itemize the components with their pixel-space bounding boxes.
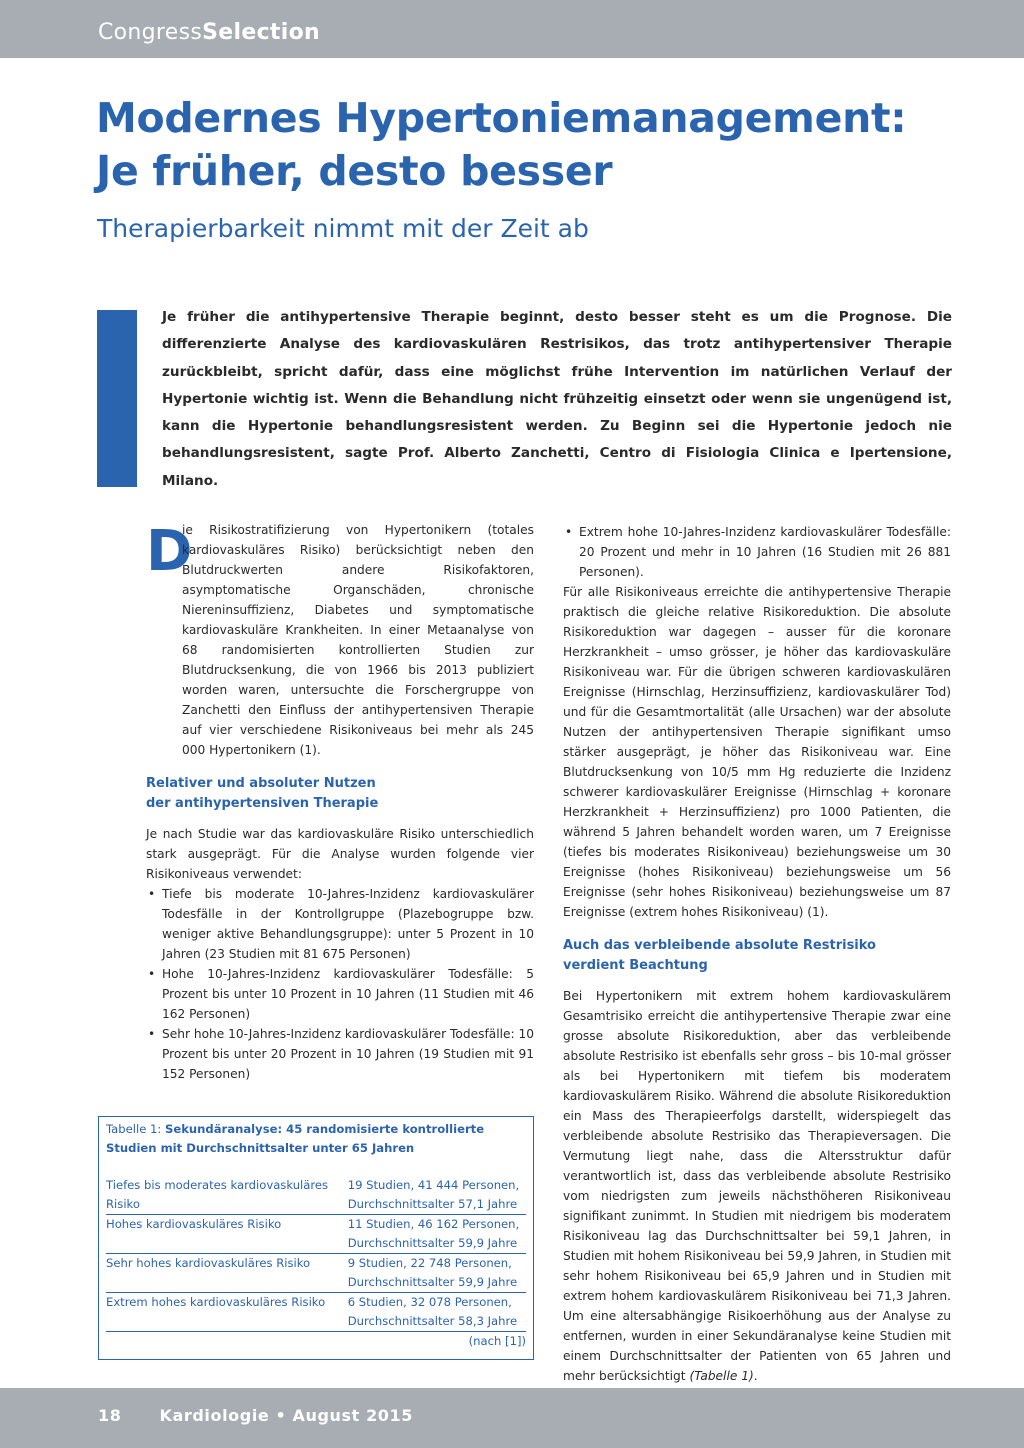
title-line-1: Modernes Hypertoniemanagement: [96, 94, 907, 142]
risk-levels-paragraph: Je nach Studie war das kardiovaskuläre Risiko unterschiedlich stark ausgeprägt. Für die Analyse wurden folgende vier Risikoniveaus verwendet: [146, 827, 534, 881]
list-item: • Tiefe bis moderate 10-Jahres-Inzidenz kardiovaskulärer Todesfälle in der Kontrollgruppe (Plazebogruppe bzw. weniger aktive Behandlungsgruppe): unter 5 Prozent in 10 Jahren (23 Studien mit 81 675 Personen) [146, 884, 534, 964]
residual-risk-text: Bei Hypertonikern mit extrem hohem kardiovaskulärem Gesamtrisiko erreicht die antihypertensive Therapie zwar eine grosse absolute Risikoreduktion, aber das verbleibende absolute Restrisiko ist ebenfalls sehr gross – bis 10-mal grösser als bei Hypertonikern mit tiefem bis moderatem kardiovaskulärem Risiko. Während die absolute Risikoreduktion ein Mass des Therapieerfolgs darstellt, widerspiegelt das verbleibende absolute Restrisiko das Therapieversagen. Die Vermutung liegt nahe, dass die Altersstruktur dafür verantwortlich ist, dass das verbleibende absolute Restrisiko vom niedrigsten zum jeweils nächsthöheren Risikoniveau signifikant zunimmt. In Studien mit niedrigem bis moderatem Risikoniveau lag das Durchschnittsalter bei 59,1 Jahren, in Studien mit hohem Risikoniveau bei 59,9 Jahren, in Studien mit sehr hohem Risikoniveau bei 65,9 Jahren und in Studien mit extrem hohem kardiovaskulärem Risikoniveau bei 71,3 Jahren. Um eine altersabhängige Risikoerhöhung aus der Analyse zu entfernen, wurden in einer Sekundäranalyse keine Studien mit einem Durchschnittsalter der Patienten von 65 Jahren und mehr berücksichtigt [563, 989, 951, 1383]
table-row [106, 1176, 526, 1215]
table-row [106, 1254, 526, 1293]
risk-level-list [146, 884, 534, 1084]
table-cell-label: Extrem hohes kardiovaskuläres Risiko [106, 1295, 326, 1309]
page-footer [98, 1406, 413, 1425]
table-cell-value: 6 Studien, 32 078 Personen, Durchschnittsalter 58,3 Jahre [347, 1295, 518, 1328]
dropcap: D [146, 519, 193, 584]
table-reference: (Tabelle 1) [689, 1369, 754, 1383]
list-item: • Sehr hohe 10-Jahres-Inzidenz kardiovaskulärer Todesfälle: 10 Prozent bis unter 20 Prozent in 10 Jahren (19 Studien mit 91 152 Personen) [146, 1024, 534, 1084]
intro-paragraph: ie Risikostratifizierung von Hypertonikern (totales kardiovaskuläres Risiko) berücksichtigt neben den Blutdruckwerten andere Risikofaktoren, asymptomatische Organschäden, chronische Niereninsuffizienz, Diabetes und symptomatische kardiovaskuläre Krankheiten. In einer Metaanalyse von 68 randomisierten kontrollierten Studien zur Blutdrucksenkung, die von 1966 bis 2013 publiziert worden waren, untersuchte die Forschergruppe von Zanchetti den Einfluss der antihypertensiven Therapie auf vier verschiedene Risikoniveaus bei mehr als 245 000 Hypertonikern (1). [182, 523, 534, 757]
residual-risk-paragraph: Bei Hypertonikern mit extrem hohem kardiovaskulärem Gesamtrisiko erreicht die antihypertensive Therapie zwar eine grosse absolute Risikoreduktion, aber das verbleibende absolute Restrisiko ist ebenfalls sehr gross – bis 10-mal grösser als bei Hypertonikern mit tiefem bis moderatem kardiovaskulärem Risiko. Während die absolute Risikoreduktion ein Mass des Therapieerfolgs darstellt, widerspiegelt das verbleibende absolute Restrisiko das Therapieversagen. Die Vermutung liegt nahe, dass die Altersstruktur dafür verantwortlich ist, dass das verbleibende absolute Restrisiko vom niedrigsten zum jeweils nächsthöheren Risikoniveau signifikant zunimmt. In Studien mit niedrigem bis moderatem Risikoniveau lag das Durchschnittsalter bei 59,1 Jahren, in Studien mit hohem Risikoniveau bei 59,9 Jahren, in Studien mit sehr hohem Risikoniveau bei 65,9 Jahren und in Studien mit extrem hohem kardiovaskulärem Risikoniveau bei 71,3 Jahren. Um eine altersabhängige Risikoerhöhung aus der Analyse zu entfernen, wurden in einer Sekundäranalyse keine Studien mit einem Durchschnittsalter der Patienten von 65 Jahren und mehr berücksichtigt (Tabelle 1). [563, 989, 951, 1383]
page-number: 18 [98, 1406, 122, 1425]
top-bar [0, 0, 1024, 58]
table-caption-prefix: Tabelle 1: [106, 1122, 165, 1136]
heading-2-line-1: Auch das verbleibende absolute Restrisiko [563, 938, 876, 953]
table-cell-value: 11 Studien, 46 162 Personen, Durchschnittsalter 59,9 Jahre [347, 1217, 520, 1250]
heading-1-line-2: der antihypertensiven Therapie [146, 796, 379, 811]
journal-issue: Kardiologie • August 2015 [159, 1406, 414, 1425]
table-cell-label: Tiefes bis moderates kardiovaskuläres Risiko [106, 1178, 329, 1211]
table-cell-label: Hohes kardiovaskuläres Risiko [106, 1217, 282, 1231]
brand-light: Congress [98, 20, 203, 45]
list-item: • Hohe 10-Jahres-Inzidenz kardiovaskulärer Todesfälle: 5 Prozent bis unter 10 Prozent in 10 Jahren (11 Studien mit 46 162 Personen) [146, 964, 534, 1024]
table-caption [106, 1120, 526, 1158]
table-caption-title: Sekundäranalyse: 45 randomisierte kontrollierte Studien mit Durchschnittsalter unter 65 Jahren [106, 1122, 485, 1155]
table-cell-label: Sehr hohes kardiovaskuläres Risiko [106, 1256, 311, 1270]
title-line-2: Je früher, desto besser [96, 147, 613, 195]
brand-bold: Selection [202, 20, 320, 45]
table-1 [98, 1116, 534, 1360]
brand-logo [98, 20, 320, 45]
heading-1-line-1: Relativer und absoluter Nutzen [146, 776, 376, 791]
right-column [563, 522, 951, 1386]
lead-paragraph: Je früher die antihypertensive Therapie beginnt, desto besser steht es um die Prognose. Die differenzierte Analyse des kardiovaskulären Restrisikos, das trotz antihypertensiver Therapie zurückbleibt, spricht dafür, dass eine möglichst frühe Intervention im natürlichen Verlauf der Hypertonie wichtig ist. Wenn die Behandlung nicht frühzeitig einsetzt oder wenn sie ungenügend ist, kann die Hypertonie behandlungsresistent werden. Zu Beginn sei die Hypertonie jedoch nie behandlungsresistent, sagte Prof. Alberto Zanchetti, Centro di Fisiologia Clinica e Ipertensione, Milano. [162, 309, 952, 489]
article-title [96, 92, 956, 198]
table-row [106, 1293, 526, 1332]
heading-2-line-2: verdient Beachtung [563, 958, 708, 973]
benefit-paragraph: Für alle Risikoniveaus erreichte die antihypertensive Therapie praktisch die gleiche relative Risikoreduktion. Die absolute Risikoreduktion war dagegen – ausser für die koronare Herzkrankheit – umso grösser, je höher das kardiovaskuläre Risikoniveau war. Für die übrigen schweren kardiovaskulären Ereignisse (Hirnschlag, Herzinsuffizienz, kardiovaskulärer Tod) und für die Gesamtmortalität (alle Ursachen) war der absolute Nutzen der antihypertensiven Therapie signifikant umso stärker ausgeprägt, je höher das Risikoniveau war. Eine Blutdrucksenkung von 10/5 mm Hg reduzierte die Inzidenz schwerer kardiovaskulärer Ereignisse (Hirnschlag + koronare Herzkrankheit + Herzinsuffizienz) pro 1000 Patienten, die während 5 Jahren behandelt worden waren, um 7 Ereignisse (tiefes bis moderates Risikoniveau) beziehungsweise um 30 Ereignisse (hohes Risikoniveau) beziehungsweise um 56 Ereignisse (sehr hohes Risikoniveau) beziehungsweise um 87 Ereignisse (extrem hohes Risikoniveau) (1). [563, 585, 951, 919]
section-heading-2 [563, 936, 951, 976]
table-cell-value: 9 Studien, 22 748 Personen, Durchschnittsalter 59,9 Jahre [347, 1256, 518, 1289]
left-column [146, 520, 534, 1084]
section-heading-1 [146, 774, 534, 814]
article-subtitle: Therapierbarkeit nimmt mit der Zeit ab [97, 214, 589, 243]
risk-level-list-continued [563, 522, 951, 582]
table-cell-value: 19 Studien, 41 444 Personen, Durchschnittsalter 57,1 Jahre [347, 1178, 520, 1211]
table-source: (nach [1]) [468, 1334, 526, 1348]
table-row [106, 1215, 526, 1254]
initial-block-I [97, 310, 137, 487]
list-item: • Extrem hohe 10-Jahres-Inzidenz kardiovaskulärer Todesfälle: 20 Prozent und mehr in 10 Jahren (16 Studien mit 26 881 Personen). [563, 522, 951, 582]
